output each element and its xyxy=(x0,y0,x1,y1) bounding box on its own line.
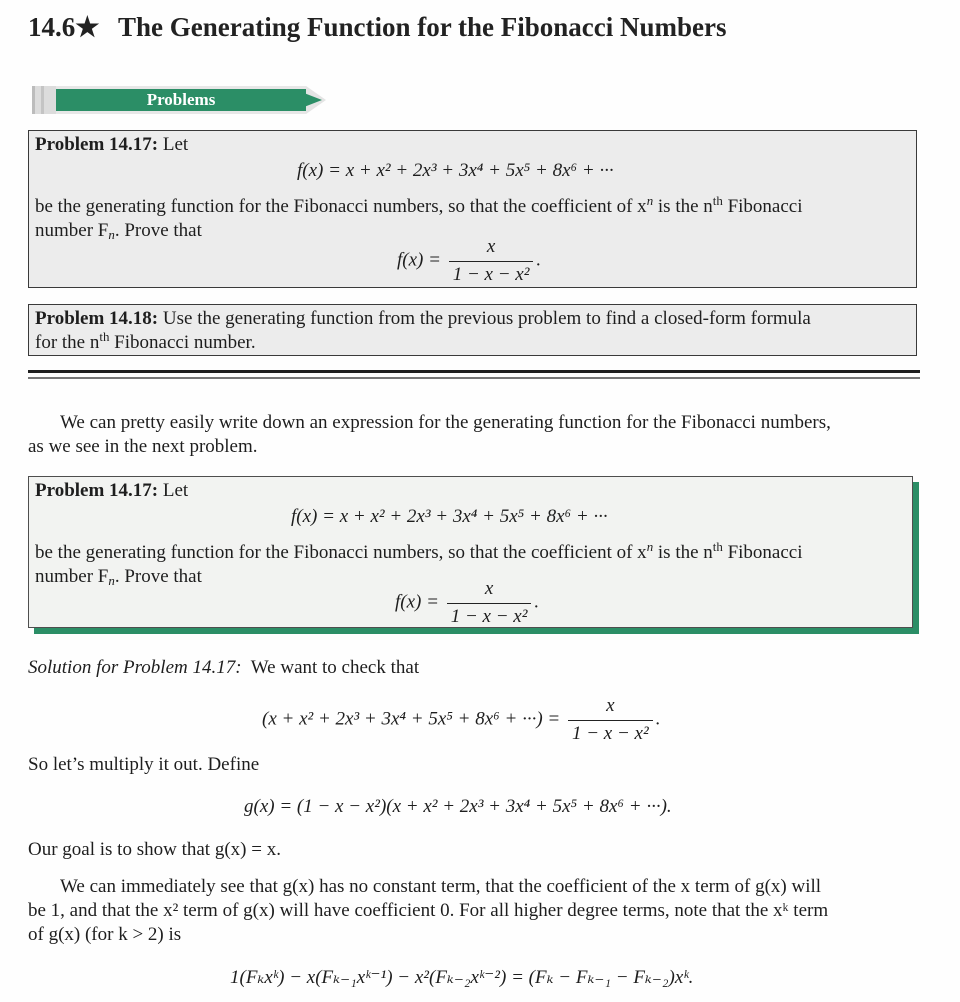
pencil-point-icon xyxy=(304,93,322,107)
solution-para-line-2: be 1, and that the x² term of g(x) will have coefficient 0. For all higher degree terms, note that the xᵏ term xyxy=(28,900,829,921)
problems-banner xyxy=(32,86,324,114)
text: . Prove that xyxy=(114,220,202,241)
series-rhs: x + x² + 2x³ + 3x⁴ + 5x⁵ + 8x⁶ + ··· xyxy=(345,160,614,181)
eq-lhs: f(x) = xyxy=(395,591,439,613)
text: for the n xyxy=(35,332,100,353)
denominator: 1 − x − x² xyxy=(452,264,530,285)
series-lhs: f(x) = xyxy=(297,160,346,181)
section-heading xyxy=(28,12,726,43)
problem-text-line-1 xyxy=(35,192,803,219)
text: number F xyxy=(35,566,109,587)
solution-lead: We want to check that xyxy=(250,657,420,678)
fraction xyxy=(447,577,532,629)
fraction xyxy=(568,694,653,746)
solution-goal: Our goal is to show that g(x) = x. xyxy=(28,839,281,860)
denominator: 1 − x − x² xyxy=(450,606,528,627)
text: number F xyxy=(35,220,109,241)
denominator: 1 − x − x² xyxy=(571,723,649,744)
fraction xyxy=(449,235,534,287)
text: Use the generating function from the previous problem to find a closed-form formula xyxy=(158,308,811,329)
target-equation xyxy=(395,577,539,629)
target-equation xyxy=(397,235,541,287)
text: Fibonacci xyxy=(722,196,803,217)
series-equation xyxy=(291,505,608,529)
eq-lhs: f(x) = xyxy=(397,249,441,271)
text: is the n xyxy=(653,196,713,217)
numerator: x xyxy=(568,694,653,721)
problem-text-line-2 xyxy=(35,565,202,589)
solution-heading xyxy=(28,656,419,680)
problem-box-14-17-repeat xyxy=(28,476,913,628)
intro-line-2: as we see in the next problem. xyxy=(28,436,258,457)
sup: th xyxy=(712,192,723,208)
sub: n xyxy=(108,227,115,243)
problem-label: Problem 14.18: xyxy=(35,308,159,329)
section-divider xyxy=(28,370,920,373)
problem-box-14-17 xyxy=(28,130,917,288)
problem-text-line-1 xyxy=(35,538,803,565)
solution-equation-2: g(x) = (1 − x − x²)(x + x² + 2x³ + 3x⁴ + 5x⁵ + 8x⁶ + ···). xyxy=(244,796,672,817)
sup: th xyxy=(99,328,110,344)
series-lhs: f(x) = xyxy=(291,506,340,527)
problem-label: Problem 14.17: xyxy=(35,480,159,501)
text: Fibonacci number. xyxy=(109,332,256,353)
sup: n xyxy=(646,192,654,208)
problem-lead: Let xyxy=(162,134,189,155)
eq-end: . xyxy=(536,249,542,271)
pencil-eraser-icon xyxy=(32,86,56,114)
eq-lhs: (x + x² + 2x³ + 3x⁴ + 5x⁵ + 8x⁶ + ···) = xyxy=(262,708,561,730)
intro-line-1: We can pretty easily write down an expression for the generating function for the Fibonacci numbers, xyxy=(60,412,831,433)
text: be the generating function for the Fibonacci numbers, so that the coefficient of x xyxy=(35,196,647,217)
sub: n xyxy=(108,573,115,589)
text: Fibonacci xyxy=(722,542,803,563)
numerator: x xyxy=(447,577,532,604)
series-equation xyxy=(297,159,614,183)
solution-para-line-3: of g(x) (for k > 2) is xyxy=(28,924,182,945)
eq-end: . xyxy=(655,708,661,730)
problem-box-14-18 xyxy=(28,304,917,356)
solution-equation-3: 1(Fₖxᵏ) − x(Fₖ₋₁xᵏ⁻¹) − x²(Fₖ₋₂xᵏ⁻²) = (Fₖ − Fₖ₋₁ − Fₖ₋₂)xᵏ. xyxy=(230,967,694,988)
section-title: The Generating Function for the Fibonacci Numbers xyxy=(118,12,727,42)
section-divider-thin xyxy=(28,377,920,379)
pencil-body xyxy=(56,86,306,114)
problem-text-line-2 xyxy=(35,219,202,243)
sup: th xyxy=(712,538,723,554)
section-number: 14.6★ xyxy=(28,12,100,42)
solution-equation-1 xyxy=(262,694,660,746)
text: is the n xyxy=(653,542,713,563)
problem-label: Problem 14.17: xyxy=(35,134,159,155)
solution-label: Solution for Problem 14.17: xyxy=(28,657,242,678)
eq-end: . xyxy=(534,591,540,613)
problem-lead: Let xyxy=(162,480,189,501)
solution-define: So let’s multiply it out. Define xyxy=(28,754,260,775)
solution-para-line-1: We can immediately see that g(x) has no constant term, that the coefficient of the x term of g(x) will xyxy=(60,876,822,897)
banner-label: Problems xyxy=(146,90,216,109)
series-rhs: x + x² + 2x³ + 3x⁴ + 5x⁵ + 8x⁶ + ··· xyxy=(339,506,608,527)
sup: n xyxy=(646,538,654,554)
numerator: x xyxy=(449,235,534,262)
text: . Prove that xyxy=(114,566,202,587)
text: be the generating function for the Fibonacci numbers, so that the coefficient of x xyxy=(35,542,647,563)
